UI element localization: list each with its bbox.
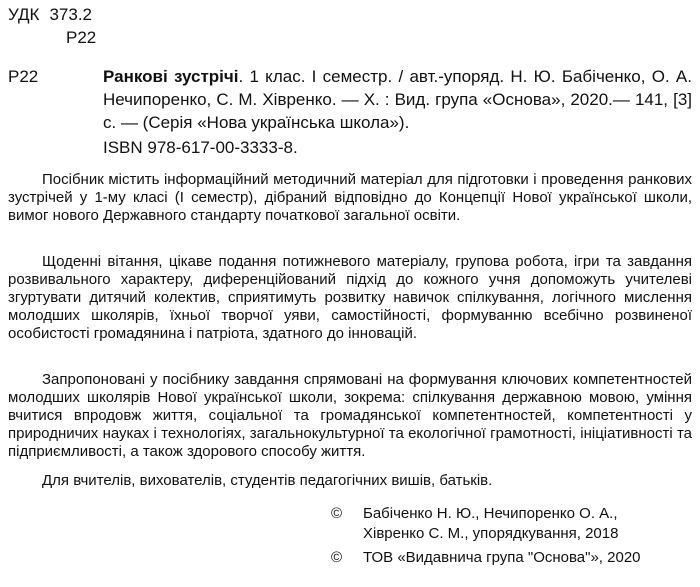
entry-body — [103, 65, 692, 134]
book-details: . 1 клас. I семестр. / авт.-упоряд. Н. Ю. Бабіченко, О. А. Нечипоренко, С. М. Хівренко. — Х. : Вид. група «Основа», 2020.— 141, [3] с. — (Серія «Нова українська школа»). — [103, 67, 692, 132]
audience-paragraph: Для вчителів, вихователів, студентів педагогічних вишів, батьків. — [42, 472, 493, 489]
copyright-publisher — [331, 548, 641, 567]
book-title: Ранкові зустрічі — [103, 67, 239, 86]
annotation-paragraph: Посібник містить інформаційний методичний матеріал для підготовки і проведення ранкових зустрічей у 1-му класі (I семестр), дібраний відповідно до Концепції Нової української школи, вимог нового Державного стандарту початкової загальної освіти. — [8, 171, 692, 224]
isbn: ISBN 978-617-00-3333-8. — [103, 138, 298, 157]
copyright-authors — [331, 504, 618, 523]
copyright-publisher-line: ТОВ «Видавнича група "Основа"», 2020 — [363, 549, 641, 566]
annotation-paragraph: Щоденні вітання, цікаве подання потижневого матеріалу, групова робота, ігри та завдання розвивального характеру, диференційований підхід до кожного учня допоможуть учителеві згуртувати дитячий колектив, сприятимуть розвитку навичок спілкування, логічного мислення молодших школярів, їхньої творчої уяви, самостійності, формуванню всебічно розвиненої особистості громадянина і патріота, здатного до інновацій. — [8, 253, 692, 342]
udk-label: УДК — [8, 5, 40, 24]
catalog-code: Р22 — [66, 28, 97, 47]
copyright-authors-line-2: Хівренко С. М., упорядкування, 2018 — [363, 525, 619, 542]
udk-line — [8, 4, 92, 26]
copyright-symbol: © — [331, 505, 343, 522]
bibliographic-entry — [8, 65, 692, 134]
entry-code: Р22 — [8, 67, 39, 86]
copyright-authors-line: Бабіченко Н. Ю., Нечипоренко О. А., — [363, 505, 618, 522]
annotation-paragraph: Запропоновані у посібнику завдання спрямовані на формування ключових компетентностей молодших школярів Нової української школи, зокрема: спілкування державною мовою, уміння вчитися впродовж життя, соціальної та громадянської компетентностей, компетентності у природничих науках і технологіях, загальнокультурної та екологічної грамотності, ініціативності та підприємливості, а також здорового способу життя. — [8, 371, 692, 460]
copyright-symbol: © — [331, 549, 343, 566]
udk-code: 373.2 — [49, 5, 92, 24]
